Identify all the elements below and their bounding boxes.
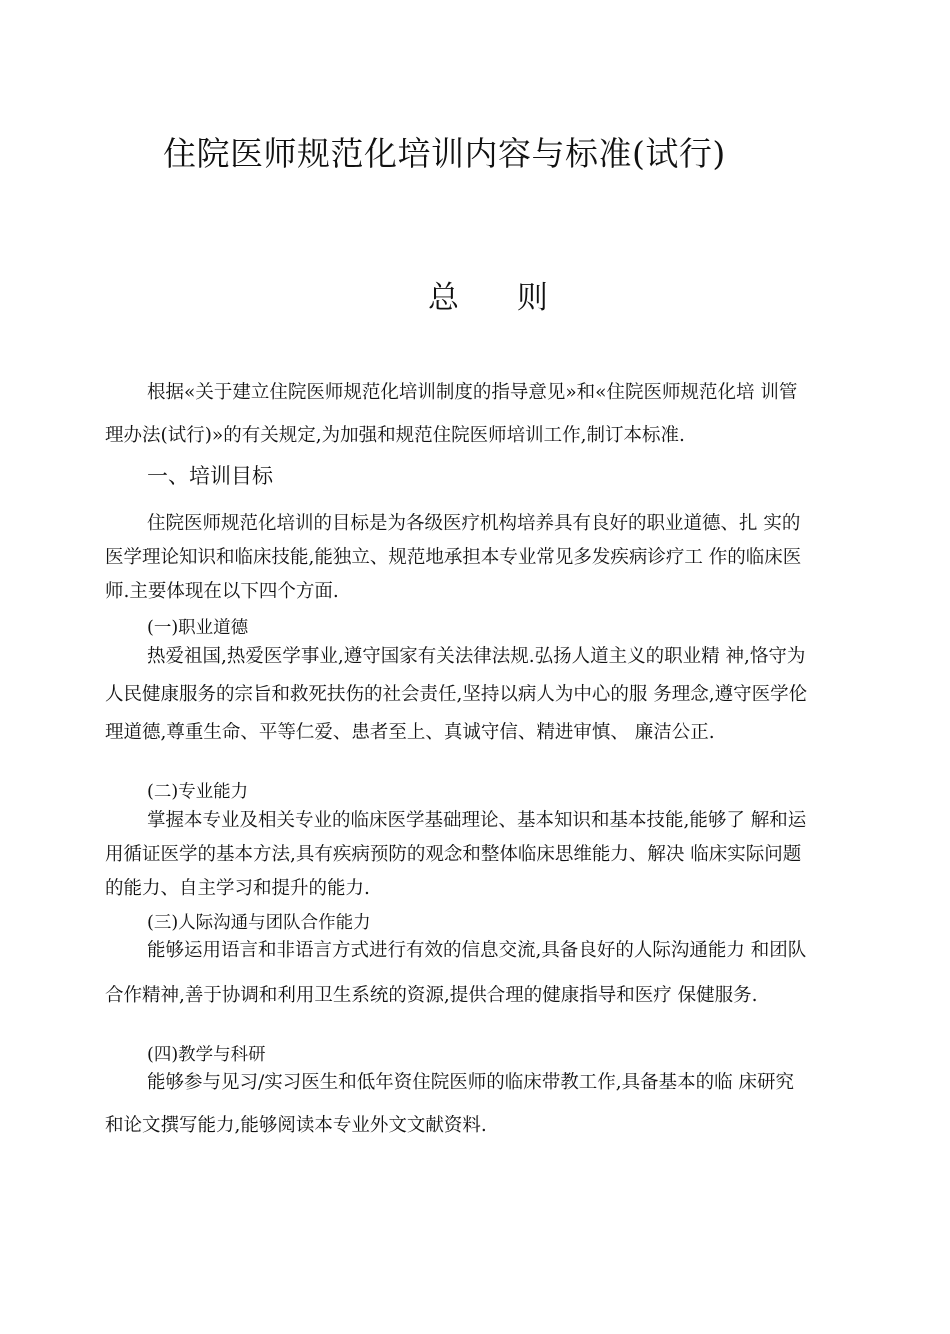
intro-line: 根据«关于建立住院医师规范化培训制度的指导意见»和«住院医师规范化培 训管: [147, 382, 798, 403]
goal-line: 住院医师规范化培训的目标是为各级医疗机构培养具有良好的职业道德、扎 实的: [147, 513, 801, 534]
subsection-heading: (一)职业道德: [147, 618, 249, 638]
paragraph-line: 和论文撰写能力,能够阅读本专业外文文献资料.: [105, 1115, 487, 1136]
chapter-heading: 总 则: [428, 280, 572, 316]
paragraph-line: 的能力、自主学习和提升的能力.: [105, 878, 370, 899]
intro-line: 理办法(试行)»的有关规定,为加强和规范住院医师培训工作,制订本标准.: [105, 425, 685, 446]
paragraph-line: 能够参与见习/实习医生和低年资住院医师的临床带教工作,具备基本的临 床研究: [147, 1072, 794, 1093]
goal-line: 师.主要体现在以下四个方面.: [105, 581, 339, 602]
document-title: 住院医师规范化培训内容与标准(试行): [163, 134, 726, 173]
goal-line: 医学理论知识和临床技能,能独立、规范地承担本专业常见多发疾病诊疗工 作的临床医: [105, 547, 802, 568]
subsection-heading: (二)专业能力: [147, 782, 249, 802]
section-heading: 一、培训目标: [147, 464, 273, 488]
paragraph-line: 热爱祖国,热爱医学事业,遵守国家有关法律法规.弘扬人道主义的职业精 神,恪守为: [147, 646, 806, 667]
paragraph-line: 用循证医学的基本方法,具有疾病预防的观念和整体临床思维能力、解决 临床实际问题: [105, 844, 802, 865]
subsection-heading: (三)人际沟通与团队合作能力: [147, 913, 371, 933]
subsection-heading: (四)教学与科研: [147, 1045, 266, 1065]
paragraph-line: 合作精神,善于协调和利用卫生系统的资源,提供合理的健康指导和医疗 保健服务.: [105, 985, 758, 1006]
paragraph-line: 能够运用语言和非语言方式进行有效的信息交流,具备良好的人际沟通能力 和团队: [147, 940, 807, 961]
paragraph-line: 人民健康服务的宗旨和救死扶伤的社会责任,坚持以病人为中心的服 务理念,遵守医学伦: [105, 684, 808, 705]
paragraph-line: 掌握本专业及相关专业的临床医学基础理论、基本知识和基本技能,能够了 解和运: [147, 810, 807, 831]
paragraph-line: 理道德,尊重生命、平等仁爱、患者至上、真诚守信、精进审慎、 廉洁公正.: [105, 722, 715, 743]
